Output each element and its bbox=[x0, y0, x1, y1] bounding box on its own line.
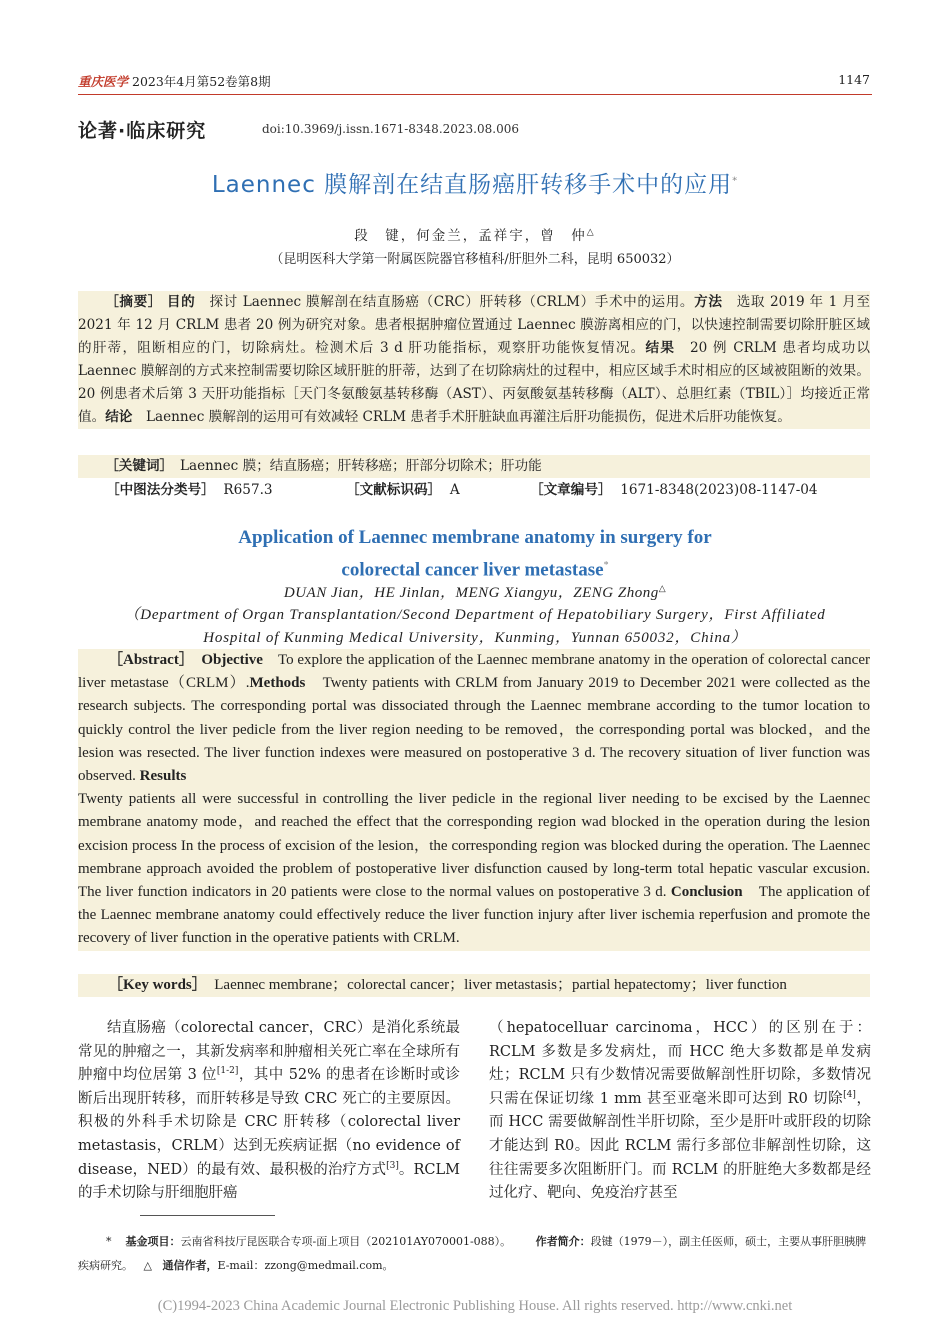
affiliation-en: （Department of Organ Transplantation/Second Department of Hepatobiliary Surgery，First Affiliated Hospital of Kunming Medical University，Kunming，Yunnan 650032，China） bbox=[124, 607, 826, 646]
section-label: 论著·临床研究 bbox=[78, 120, 207, 142]
authors-cn-mark: △ bbox=[586, 227, 596, 238]
journal-name: 重庆医学 bbox=[78, 74, 129, 89]
body-column-right bbox=[489, 1017, 871, 1206]
body-right-paragraph bbox=[489, 1017, 871, 1206]
abstract-cn-results: 20 例 CRLM 患者均成功以 Laennec 膜解剖的方式来控制需要切除区域肝脏的肝蒂，达到了在切除病灶的过程中，相应区域手术时相应的区域被阻断的效果。20 例患者术后第 3 天肝功能指标［天门冬氨酸氨基转移酶（AST）、丙氨酸氨基转移酶（ALT）、总胆红素（TBIL）］均接近正常值。 bbox=[78, 340, 871, 425]
title-cn-text: Laennec 膜解剖在结直肠癌肝转移手术中的应用 bbox=[211, 172, 733, 198]
body-left-text-3: 。RCLM 的手术切除与肝细胞肝癌 bbox=[78, 1161, 460, 1202]
footnote-mark: * bbox=[106, 1235, 112, 1248]
affiliation-cn: （昆明医科大学第一附属医院器官移植科/肝胆外二科，昆明 650032） bbox=[270, 252, 680, 267]
keywords-cn bbox=[78, 455, 870, 478]
body-left-text-1: 结直肠癌（colorectal cancer，CRC）是消化系统最常见的肿瘤之一，其新发病率和肿瘤相关死亡率在全球所有肿瘤中均位居第 3 位 bbox=[78, 1020, 460, 1084]
art-value: 1671-8348(2023)08-1147-04 bbox=[620, 482, 818, 498]
body-right-text-1: （hepatocelluar carcinoma，HCC）的区别在于：RCLM 多数是多发病灶，而 HCC 绝大多数都是单发病灶；RCLM 只有少数情况需要做解剖性肝切除，多数情况只需在保证切缘 1 mm 甚至亚毫米即可达到 R0 切除 bbox=[489, 1020, 871, 1107]
keywords-en bbox=[78, 974, 870, 997]
abstract-en-results-label: Results bbox=[139, 768, 187, 785]
keywords-cn-text: Laennec 膜；结直肠癌；肝转移癌；肝部分切除术；肝功能 bbox=[166, 458, 542, 474]
abstract-en-objective: To explore the application of the Laennec membrane anatomy in the operation of colorectal cancer liver metastase（CRLM）. bbox=[78, 652, 870, 692]
header-rule bbox=[78, 94, 872, 95]
title-en-line1: Application of Laennec membrane anatomy in surgery for bbox=[238, 527, 712, 548]
title-cn bbox=[0, 166, 950, 199]
corr-email[interactable]: E-mail：zzong@medmail.com。 bbox=[217, 1259, 394, 1272]
abstract-en-results: Twenty patients all were successful in controlling the liver pedicle in the regional liver needing to be excised by the Laennec membrane anatomy mode，and reached the effect that the corresponding region wad blocked in the operation during the lesion excision process In the process of excision of the lesion，the corresponding region was blocked during the operation. The Laennec membrane approach avoided the problem of postoperative liver disfunction caused by long-term total hepatic vascular excusion. The liver function indicators in 20 patients were close to the normal values on postoperative 3 d. bbox=[78, 791, 870, 901]
keywords-cn-tag: ［关键词］ bbox=[105, 458, 167, 474]
cnki-footer: (C)1994-2023 China Academic Journal Electronic Publishing House. All rights reserved. http://www.cnki.net bbox=[157, 1298, 793, 1314]
abstract-en-methods-label: Methods bbox=[249, 675, 306, 692]
abstract-en-conclusion-label: Conclusion bbox=[670, 884, 743, 901]
abstract-cn-conclusion: Laennec 膜解剖的运用可有效减轻 CRLM 患者手术肝脏缺血再灌注后肝功能损伤，促进术后肝功能恢复。 bbox=[132, 409, 792, 425]
author-label: 作者简介： bbox=[535, 1235, 591, 1248]
abstract-cn-methods-label: 方法 bbox=[694, 294, 723, 310]
art-tag: ［文章编号］ bbox=[530, 482, 612, 498]
citation-1-2[interactable]: [1-2] bbox=[216, 1066, 239, 1077]
keywords-en-tag: ［Key words］ bbox=[108, 977, 200, 993]
body-column-left bbox=[78, 1017, 460, 1206]
abstract-cn-objective-label: 目的 bbox=[166, 294, 196, 310]
doc-value: A bbox=[449, 482, 460, 498]
abstract-cn-methods: 选取 2019 年 1 月至 2021 年 12 月 CRLM 患者 20 例为研究对象。患者根据肿瘤位置通过 Laennec 膜游离相应的门，以快速控制需要切除肝脏区域的肝蒂，阻断相应的门，切除病灶。检测术后 3 d 肝功能指标，观察肝功能恢复情况。 bbox=[78, 294, 871, 356]
abstract-en-objective-label: Objective bbox=[201, 652, 263, 668]
authors-cn bbox=[0, 224, 950, 244]
authors-en-mark: △ bbox=[658, 583, 667, 593]
doi: doi:10.3969/j.issn.1671-8348.2023.08.006 bbox=[262, 122, 519, 136]
fund-label: 基金项目： bbox=[125, 1235, 181, 1248]
footnote bbox=[78, 1230, 870, 1278]
doc-tag: ［文献标识码］ bbox=[346, 482, 442, 498]
clc-tag: ［中图法分类号］ bbox=[106, 482, 215, 498]
footnote-rule bbox=[140, 1215, 275, 1216]
title-en-mark: * bbox=[603, 560, 609, 571]
body-left-paragraph bbox=[78, 1017, 460, 1206]
title-en bbox=[0, 524, 950, 584]
journal-issue: 2023年4月第52卷第8期 bbox=[132, 74, 271, 89]
page-number: 1147 bbox=[838, 72, 870, 87]
title-en-line2: colorectal cancer liver metastase bbox=[341, 559, 604, 581]
abstract-en-conclusion: The application of the Laennec membrane anatomy could effectively reduce the liver function injury after liver ischemia reperfusion and promote the recovery of liver function in the operative patients with CRLM. bbox=[78, 884, 870, 947]
abstract-cn bbox=[78, 291, 870, 429]
fund-text: 云南省科技厅昆医联合专项-面上项目（202101AY070001-088）。 bbox=[180, 1235, 512, 1248]
abstract-en-methods: Twenty patients with CRLM from January 2019 to December 2021 were collected as the research subjects. The corresponding portal was dissociated through the Laennec membrane according to the tumor location to quickly control the liver pedicle from the liver region needing to be removed，the corresponding portal was blocked，and the lesion was resected. The liver function indexes were measured on postoperative 3 d. The recovery situation of liver function was observed. bbox=[78, 675, 870, 785]
authors-en bbox=[0, 581, 950, 602]
author-text: 段键（1979－），副主任医师，硕士，主要从事肝胆胰脾疾病研究。 bbox=[78, 1235, 867, 1272]
body-right-text-2: ，而 HCC 需要做解剖性半肝切除，至少是肝叶或肝段的切除才能达到 R0。因此 RCLM 需行多部位非解剖性切除，这往往需要多次阻断肝门。而 RCLM 的肝脏绝大多数都是经过化疗、靶向、免疫治疗甚至 bbox=[489, 1090, 871, 1202]
abstract-cn-results-label: 结果 bbox=[645, 340, 676, 356]
clc-value: R657.3 bbox=[223, 482, 273, 498]
authors-cn-text: 段 键，何金兰，孟祥宇，曾 仲 bbox=[354, 228, 587, 244]
keywords-en-text: Laennec membrane；colorectal cancer；liver metastasis；partial hepatectomy；liver function bbox=[199, 977, 787, 993]
corr-mark: △ bbox=[143, 1259, 152, 1272]
citation-4[interactable]: [4] bbox=[843, 1089, 856, 1100]
abstract-cn-conclusion-label: 结论 bbox=[105, 409, 133, 425]
authors-en-text: DUAN Jian，HE Jinlan，MENG Xiangyu，ZENG Zhong bbox=[283, 585, 659, 601]
abstract-en bbox=[78, 649, 870, 951]
abstract-cn-objective: 探讨 Laennec 膜解剖在结直肠癌（CRC）肝转移（CRLM）手术中的运用。 bbox=[195, 294, 695, 310]
citation-3[interactable]: [3] bbox=[386, 1160, 399, 1171]
title-cn-mark: * bbox=[732, 175, 739, 187]
abstract-en-tag: ［Abstract］ bbox=[108, 652, 194, 668]
journal-header bbox=[78, 72, 271, 90]
corr-label: 通信作者， bbox=[162, 1259, 218, 1272]
abstract-cn-tag: ［摘要］ bbox=[105, 294, 162, 310]
body-left-text-2: ，其中 52% 的患者在诊断时或诊断后出现肝转移，而肝转移是导致 CRC 死亡的主要原因。积极的外科手术切除是 CRC 肝转移（colorectal liver metastasis，CRLM）达到无疾病证据（no evidence of disease，NED）的最有效、最积极的治疗方式 bbox=[78, 1067, 460, 1178]
